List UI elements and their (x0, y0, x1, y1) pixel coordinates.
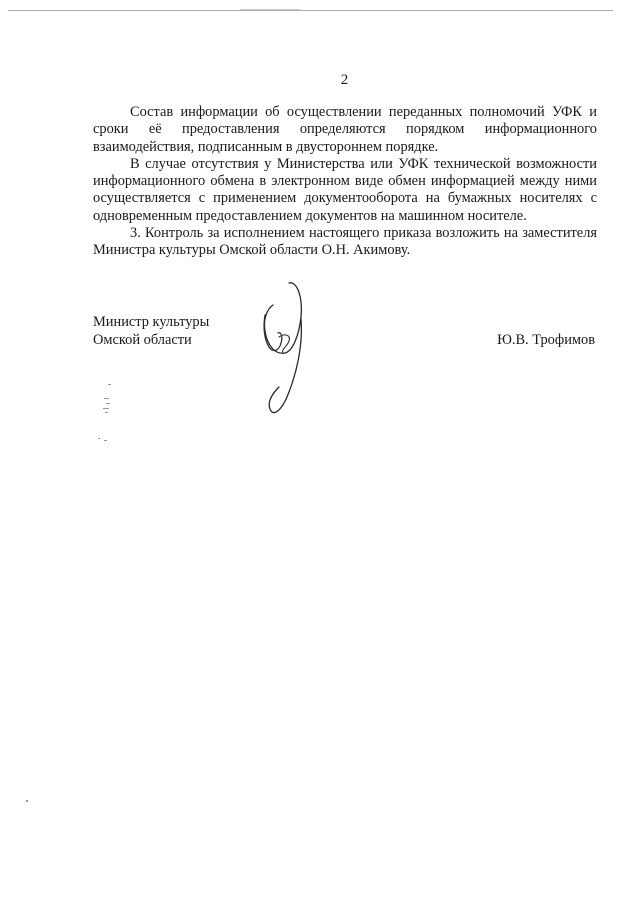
document-body (93, 104, 597, 260)
signatory-title-line-1: Министр культуры (93, 314, 210, 330)
handwritten-signature (245, 275, 315, 425)
paragraph-info-composition: Состав информации об осуществлении переданных полномочий УФК и сроки её предоставления определяются порядком информационного взаимодействия, подписанным в двустороннем порядке. (93, 104, 597, 155)
scan-top-edge-line (8, 10, 613, 11)
page-number: 2 (340, 72, 349, 88)
signatory-title (93, 314, 209, 349)
paragraph-control-clause: 3. Контроль за исполнением настоящего приказа возложить на заместителя Министра культуры Омской области О.Н. Акимову. (93, 225, 597, 259)
signatory-title-line-2: Омской области (93, 331, 192, 348)
paragraph-paper-exchange: В случае отсутствия у Министерства или УФК технической возможности информационного обмена в электронном виде обмен информацией между ними осуществляется с применением документооборота на бумажных носителях с одновременным предоставлением документов на машинном носителе. (93, 155, 597, 224)
signatory-name: Ю.В. Трофимов (497, 332, 595, 348)
